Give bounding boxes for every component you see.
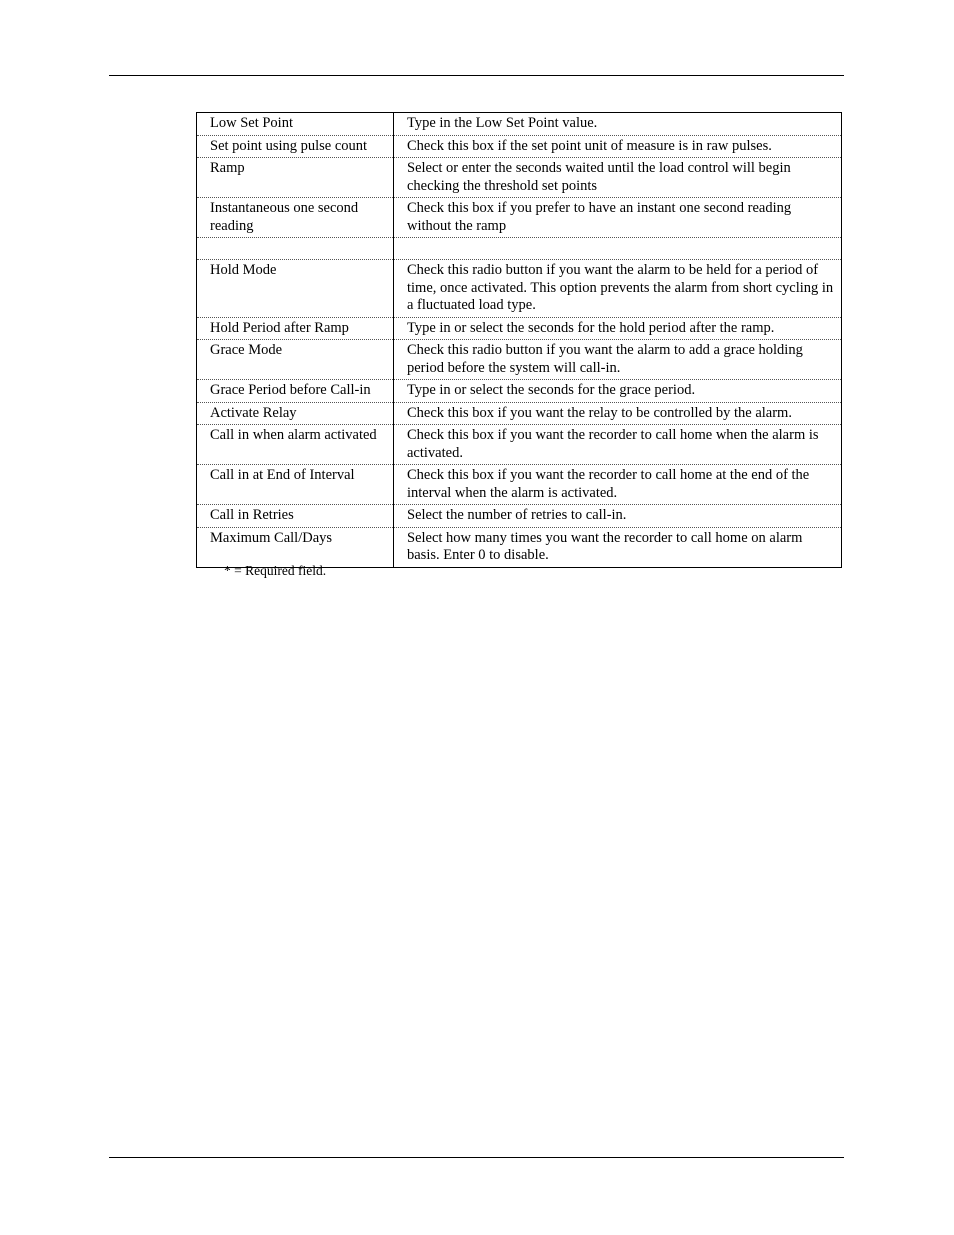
table-row xyxy=(197,135,842,158)
field-description: Select the number of retries to call-in. xyxy=(394,505,842,528)
table-row xyxy=(197,465,842,505)
field-label: Call in when alarm activated xyxy=(197,425,394,465)
table-row xyxy=(197,527,842,567)
field-description: Check this box if the set point unit of measure is in raw pulses. xyxy=(394,135,842,158)
field-label: Low Set Point xyxy=(197,113,394,136)
field-description: Check this box if you want the recorder to call home at the end of the interval when the alarm is activated. xyxy=(394,465,842,505)
field-label: Instantaneous one second reading xyxy=(197,198,394,238)
table-row xyxy=(197,260,842,318)
table-row xyxy=(197,198,842,238)
field-label: Grace Mode xyxy=(197,340,394,380)
field-description: Type in or select the seconds for the grace period. xyxy=(394,380,842,403)
table-row xyxy=(197,425,842,465)
table-row xyxy=(197,380,842,403)
field-description: Check this radio button if you want the alarm to be held for a period of time, once activated. This option prevents the alarm from short cycling in a fluctuated load type. xyxy=(394,260,842,318)
field-label: Grace Period before Call-in xyxy=(197,380,394,403)
table-row xyxy=(197,317,842,340)
field-description: Check this radio button if you want the alarm to add a grace holding period before the system will call-in. xyxy=(394,340,842,380)
field-description: Type in the Low Set Point value. xyxy=(394,113,842,136)
table-row xyxy=(197,158,842,198)
field-label: Hold Mode xyxy=(197,260,394,318)
footer-rule xyxy=(109,1157,844,1158)
field-label: Set point using pulse count xyxy=(197,135,394,158)
required-field-footnote: * = Required field. xyxy=(224,563,327,578)
field-label: Call in Retries xyxy=(197,505,394,528)
field-description: Check this box if you prefer to have an instant one second reading without the ramp xyxy=(394,198,842,238)
field-description: Check this box if you want the recorder to call home when the alarm is activated. xyxy=(394,425,842,465)
table-row xyxy=(197,113,842,136)
header-rule xyxy=(109,75,844,76)
table-row xyxy=(197,505,842,528)
field-description: Select or enter the seconds waited until the load control will begin checking the threshold set points xyxy=(394,158,842,198)
table-row xyxy=(197,340,842,380)
field-label: Maximum Call/Days xyxy=(197,527,394,567)
field-label xyxy=(197,238,394,260)
field-description xyxy=(394,238,842,260)
field-label: Ramp xyxy=(197,158,394,198)
field-label: Activate Relay xyxy=(197,402,394,425)
field-description: Select how many times you want the recorder to call home on alarm basis. Enter 0 to disable. xyxy=(394,527,842,567)
field-description-table xyxy=(196,112,842,568)
field-description: Type in or select the seconds for the hold period after the ramp. xyxy=(394,317,842,340)
table-row xyxy=(197,402,842,425)
field-description: Check this box if you want the relay to be controlled by the alarm. xyxy=(394,402,842,425)
field-label: Call in at End of Interval xyxy=(197,465,394,505)
table-row-empty xyxy=(197,238,842,260)
field-label: Hold Period after Ramp xyxy=(197,317,394,340)
